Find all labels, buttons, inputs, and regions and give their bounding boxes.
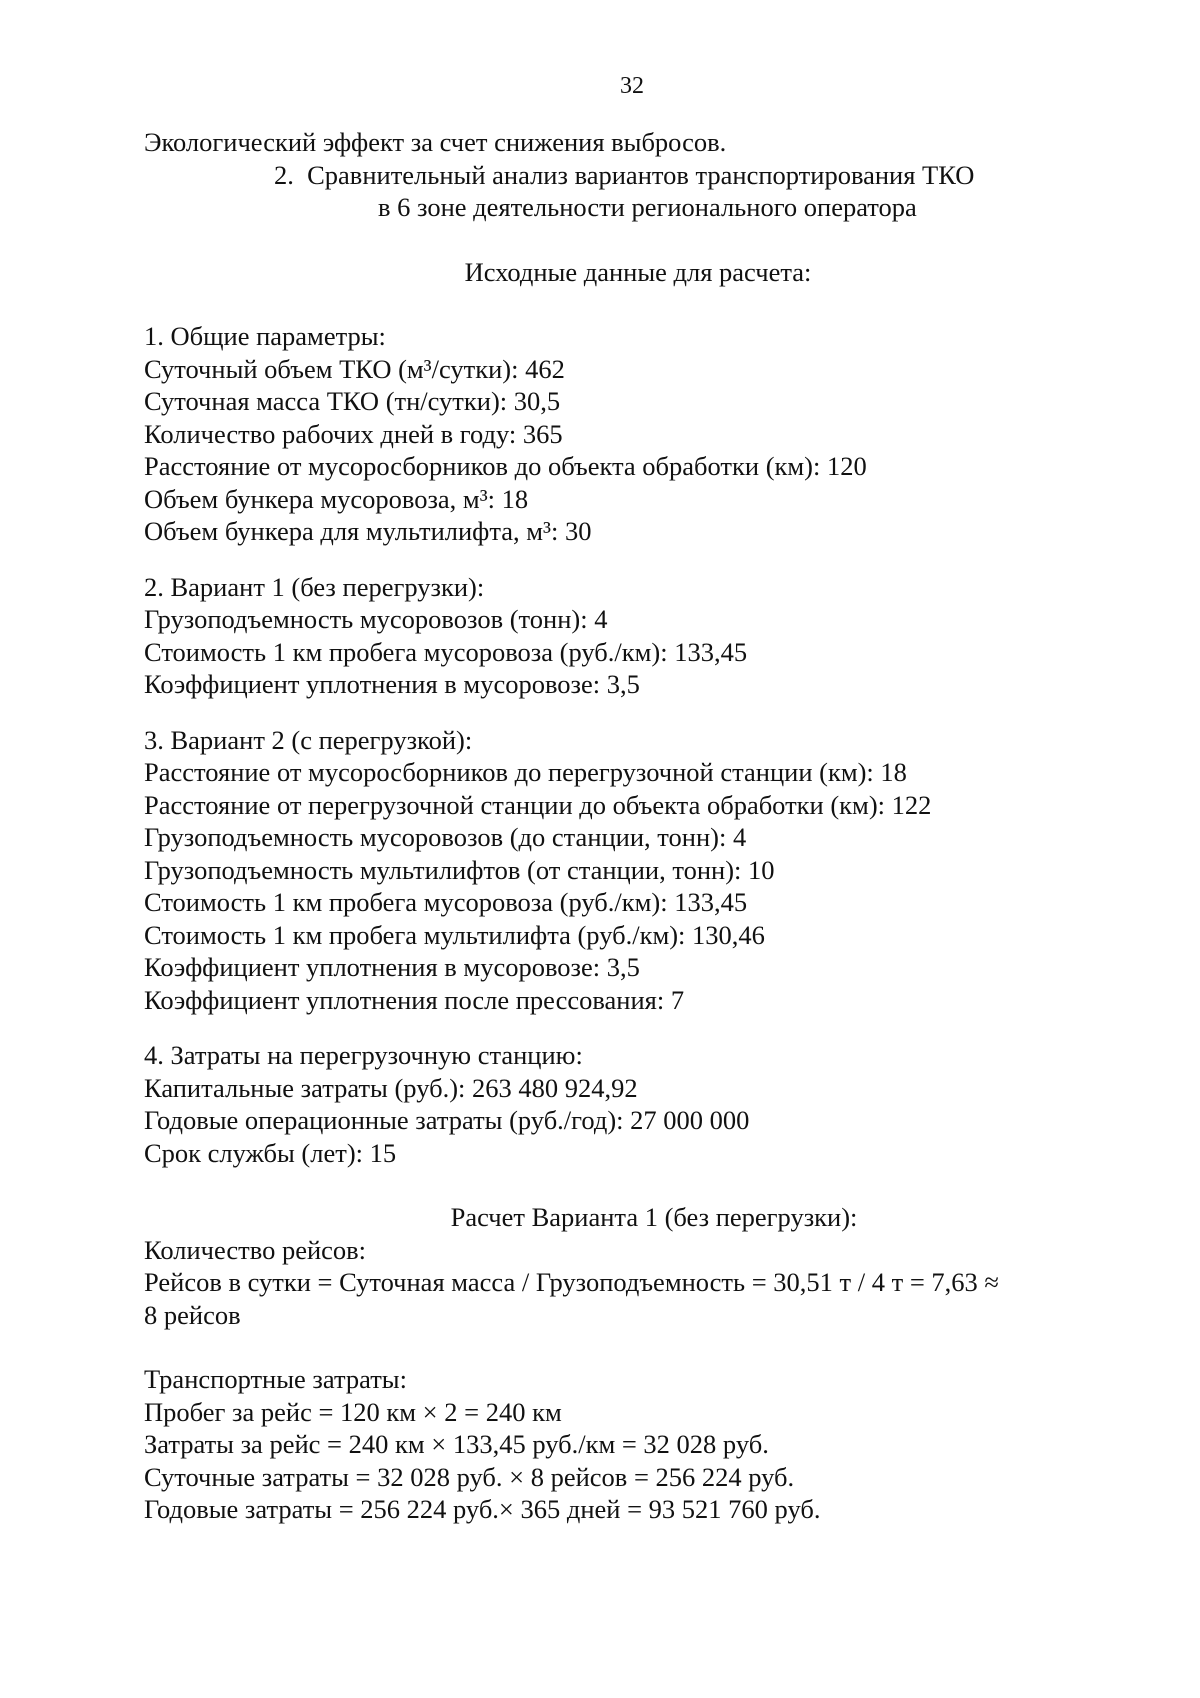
list-item: Объем бункера мусоровоза, м³: 18 xyxy=(144,483,529,514)
list-item: Расстояние от мусоросборников до перегрузочной станции (км): 18 xyxy=(144,757,907,787)
transport-costs-title: Транспортные затраты: xyxy=(144,1364,407,1394)
list-item: Коэффициент уплотнения в мусоровозе: 3,5 xyxy=(144,669,640,699)
calc-variant1-title: Расчет Варианта 1 (без перегрузки): xyxy=(450,1202,858,1232)
list-item: Коэффициент уплотнения в мусоровозе: 3,5 xyxy=(144,952,640,982)
list-item: Стоимость 1 км пробега мусоровоза (руб./км): 133,45 xyxy=(144,887,748,917)
variant2-title: 3. Вариант 2 (с перегрузкой): xyxy=(144,724,473,755)
list-item: Капитальные затраты (руб.): 263 480 924,92 xyxy=(144,1072,638,1103)
page-number: 32 xyxy=(620,73,644,99)
list-item: Годовые операционные затраты (руб./год): 27 000 000 xyxy=(144,1105,750,1135)
list-item: Объем бункера для мультилифта, м³: 30 xyxy=(144,516,592,546)
list-item: Количество рабочих дней в году: 365 xyxy=(144,418,563,449)
list-item: Расстояние от мусоросборников до объекта обработки (км): 120 xyxy=(144,451,867,481)
list-item: Пробег за рейс = 120 км × 2 = 240 км xyxy=(144,1396,562,1427)
section-heading-line2: в 6 зоне деятельности регионального оператора xyxy=(378,192,917,222)
variant2-block xyxy=(144,724,1074,1017)
list-item: Суточная масса ТКО (тн/сутки): 30,5 xyxy=(144,386,561,416)
list-item: Грузоподъемность мусоровозов (до станции, тонн): 4 xyxy=(144,822,747,852)
intro-line: Экологический эффект за счет снижения выбросов. xyxy=(144,127,727,157)
initial-data-title: Исходные данные для расчета: xyxy=(464,256,812,287)
list-item: Затраты за рейс = 240 км × 133,45 руб./км = 32 028 руб. xyxy=(144,1429,769,1459)
list-item: Стоимость 1 км пробега мусоровоза (руб./км): 133,45 xyxy=(144,636,748,667)
variant1-title: 2. Вариант 1 (без перегрузки): xyxy=(144,571,485,602)
list-item: Стоимость 1 км пробега мультилифта (руб./км): 130,46 xyxy=(144,919,765,950)
general-params-title: 1. Общие параметры: xyxy=(144,321,386,351)
section-heading-line1 xyxy=(144,159,1074,192)
trips-title: Количество рейсов: xyxy=(144,1234,367,1265)
list-item: Годовые затраты = 256 224 руб.× 365 дней = 93 521 760 руб. xyxy=(144,1494,821,1524)
variant1-block xyxy=(144,571,1074,701)
trips-formula-line2: 8 рейсов xyxy=(144,1299,241,1330)
list-item: Суточные затраты = 32 028 руб. × 8 рейсов = 256 224 руб. xyxy=(144,1461,795,1492)
list-item: Суточный объем ТКО (м³/сутки): 462 xyxy=(144,353,565,384)
station-costs-title: 4. Затраты на перегрузочную станцию: xyxy=(144,1040,583,1070)
section-heading-text: Сравнительный анализ вариантов транспортирования ТКО xyxy=(307,159,975,190)
list-item: Расстояние от перегрузочной станции до объекта обработки (км): 122 xyxy=(144,789,932,820)
calc-variant1-block xyxy=(144,1201,1074,1526)
station-costs-block xyxy=(144,1039,1074,1169)
list-item: Грузоподъемность мусоровозов (тонн): 4 xyxy=(144,604,608,634)
list-item: Срок службы (лет): 15 xyxy=(144,1137,397,1168)
page-content xyxy=(144,126,1074,1526)
general-params-block xyxy=(144,320,1074,548)
section-heading-number: 2. xyxy=(274,159,294,190)
trips-formula-line1: Рейсов в сутки = Суточная масса / Грузоподъемность = 30,51 т / 4 т = 7,63 ≈ xyxy=(144,1267,999,1297)
list-item: Грузоподъемность мультилифтов (от станции, тонн): 10 xyxy=(144,854,775,885)
list-item: Коэффициент уплотнения после прессования: 7 xyxy=(144,984,685,1015)
